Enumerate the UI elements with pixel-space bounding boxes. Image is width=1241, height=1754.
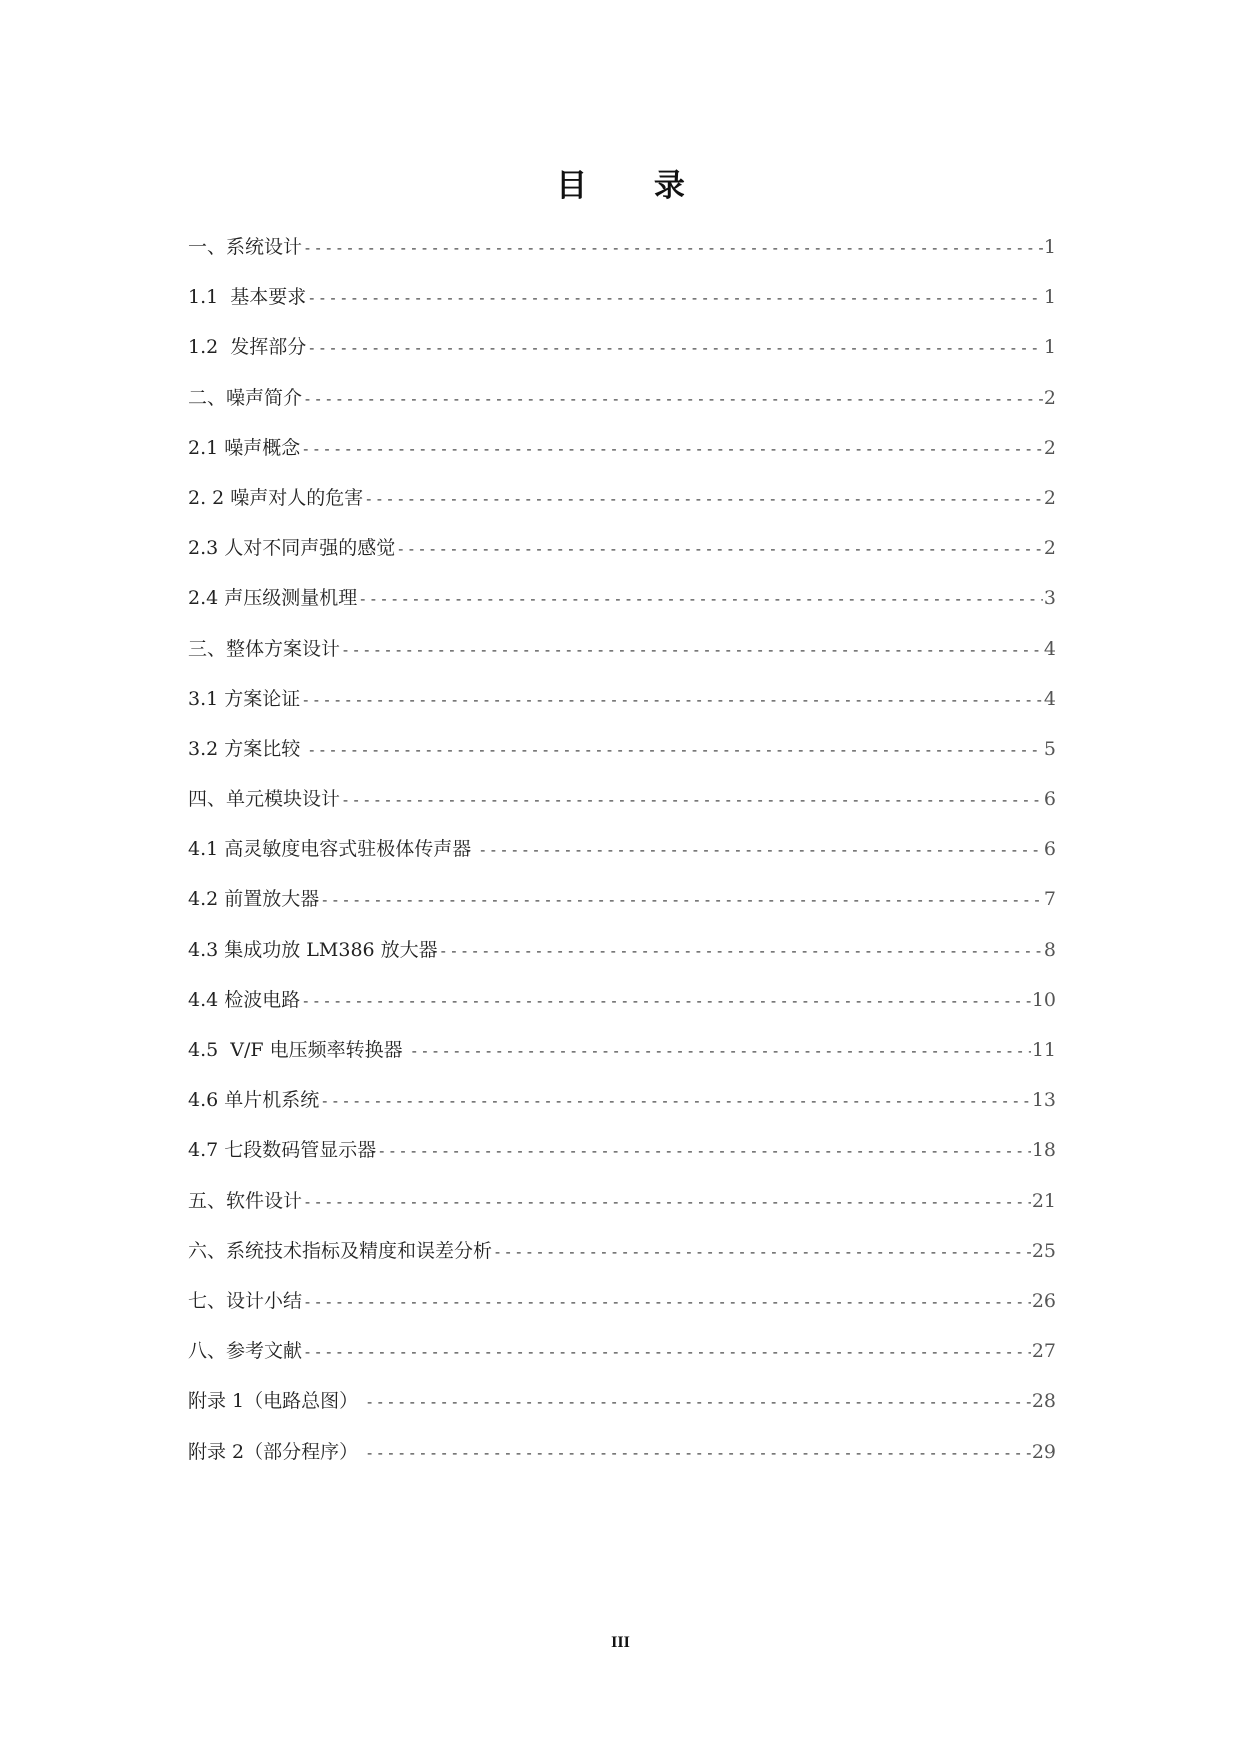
dot-leader	[396, 524, 1043, 574]
toc-entry	[188, 925, 1056, 975]
toc-entry-page: 10	[1031, 988, 1056, 1011]
toc-entry-label: 4.2 前置放大器	[188, 888, 320, 911]
toc-entry	[188, 473, 1056, 523]
dot-leader	[358, 574, 1043, 624]
table-of-contents	[188, 222, 1056, 1477]
dot-leader	[478, 825, 1043, 875]
toc-entry	[188, 1176, 1056, 1226]
toc-entry-label: 附录 1（电路总图）	[188, 1390, 365, 1413]
dot-leader	[341, 775, 1043, 825]
toc-entry	[188, 1326, 1056, 1376]
toc-entry-page: 11	[1031, 1039, 1056, 1061]
toc-entry	[188, 222, 1056, 272]
dot-leader	[365, 1428, 1031, 1478]
toc-entry-label: 1.1 基本要求	[188, 286, 307, 309]
toc-entry	[188, 1226, 1056, 1276]
toc-entry	[188, 373, 1056, 423]
toc-entry-label: 4.3 集成功放 LM386 放大器	[188, 938, 438, 961]
toc-entry-page: 5	[1043, 737, 1056, 760]
toc-entry-page: 3	[1043, 587, 1056, 610]
toc-entry-label: 4.5 V/F 电压频率转换器	[188, 1039, 409, 1061]
toc-entry-label: 一、系统设计	[188, 236, 303, 258]
toc-entry	[188, 272, 1056, 322]
toc-entry-label: 四、单元模块设计	[188, 788, 341, 811]
toc-entry	[188, 674, 1056, 724]
toc-entry-page: 4	[1043, 687, 1056, 710]
toc-entry	[188, 1025, 1056, 1075]
dot-leader	[301, 675, 1043, 725]
toc-entry-label: 六、系统技术指标及精度和误差分析	[188, 1239, 493, 1262]
dot-leader	[307, 725, 1043, 775]
toc-entry-label: 3.1 方案论证	[188, 687, 301, 710]
dot-leader	[303, 374, 1043, 424]
toc-entry-label: 3.2 方案比较	[188, 737, 307, 760]
toc-entry-page: 18	[1031, 1139, 1056, 1162]
dot-leader	[377, 1126, 1031, 1176]
dot-leader	[301, 424, 1043, 474]
toc-entry	[188, 874, 1056, 924]
toc-entry-page: 6	[1043, 838, 1056, 861]
toc-entry-label: 七、设计小结	[188, 1289, 303, 1312]
page-title: 目 录	[556, 168, 713, 204]
toc-entry-page: 8	[1043, 938, 1056, 961]
toc-entry	[188, 774, 1056, 824]
toc-entry	[188, 975, 1056, 1025]
toc-entry-page: 29	[1031, 1440, 1056, 1463]
toc-entry-page: 26	[1031, 1289, 1056, 1312]
toc-entry-label: 2.1 噪声概念	[188, 436, 301, 459]
toc-entry-label: 2.4 声压级测量机理	[188, 587, 358, 610]
toc-entry-page: 6	[1043, 788, 1056, 811]
toc-entry	[188, 1125, 1056, 1175]
toc-entry	[188, 523, 1056, 573]
toc-entry-label: 4.1 高灵敏度电容式驻极体传声器	[188, 838, 478, 861]
dot-leader	[493, 1227, 1031, 1277]
dot-leader	[303, 1277, 1031, 1327]
toc-entry-label: 1.2 发挥部分	[188, 336, 307, 359]
toc-entry-label: 4.7 七段数码管显示器	[188, 1139, 377, 1162]
toc-entry-label: 4.4 检波电路	[188, 988, 301, 1011]
toc-entry	[188, 1427, 1056, 1477]
toc-entry	[188, 824, 1056, 874]
toc-entry-page: 2	[1043, 537, 1056, 560]
page-number: III	[611, 1634, 630, 1651]
toc-entry-page: 2	[1043, 436, 1056, 459]
toc-entry	[188, 573, 1056, 623]
dot-leader	[301, 976, 1031, 1026]
toc-entry-label: 二、噪声简介	[188, 386, 303, 409]
toc-entry-label: 三、整体方案设计	[188, 637, 341, 660]
toc-entry-label: 八、参考文献	[188, 1340, 303, 1363]
dot-leader	[303, 1327, 1031, 1377]
toc-entry	[188, 624, 1056, 674]
toc-entry-label: 2.3 人对不同声强的感觉	[188, 537, 396, 560]
toc-entry	[188, 1376, 1056, 1426]
dot-leader	[365, 1377, 1031, 1427]
dot-leader	[307, 273, 1043, 323]
toc-entry-label: 4.6 单片机系统	[188, 1089, 320, 1112]
toc-entry-page: 1	[1043, 286, 1056, 309]
toc-entry-page: 28	[1031, 1390, 1056, 1413]
toc-entry-page: 21	[1031, 1189, 1056, 1212]
dot-leader	[341, 625, 1043, 675]
toc-entry	[188, 1276, 1056, 1326]
toc-entry	[188, 724, 1056, 774]
toc-entry-page: 2	[1043, 486, 1056, 509]
dot-leader	[439, 926, 1043, 976]
toc-entry-page: 2	[1043, 386, 1056, 409]
dot-leader	[303, 223, 1043, 273]
toc-entry-page: 27	[1031, 1340, 1056, 1363]
toc-entry-label: 2. 2 噪声对人的危害	[188, 486, 364, 509]
toc-entry-page: 13	[1031, 1089, 1056, 1112]
dot-leader	[410, 1026, 1031, 1076]
toc-entry-page: 25	[1031, 1239, 1056, 1262]
dot-leader	[307, 323, 1043, 373]
dot-leader	[303, 1177, 1031, 1227]
toc-entry	[188, 423, 1056, 473]
toc-entry-label: 五、软件设计	[188, 1189, 303, 1212]
toc-entry	[188, 322, 1056, 372]
toc-entry-page: 1	[1043, 236, 1056, 258]
toc-entry-page: 4	[1043, 637, 1056, 660]
toc-entry	[188, 1075, 1056, 1125]
dot-leader	[320, 1076, 1031, 1126]
dot-leader	[320, 875, 1043, 925]
toc-entry-label: 附录 2（部分程序）	[188, 1440, 365, 1463]
dot-leader	[364, 474, 1043, 524]
toc-entry-page: 1	[1043, 336, 1056, 359]
toc-entry-page: 7	[1043, 888, 1056, 911]
